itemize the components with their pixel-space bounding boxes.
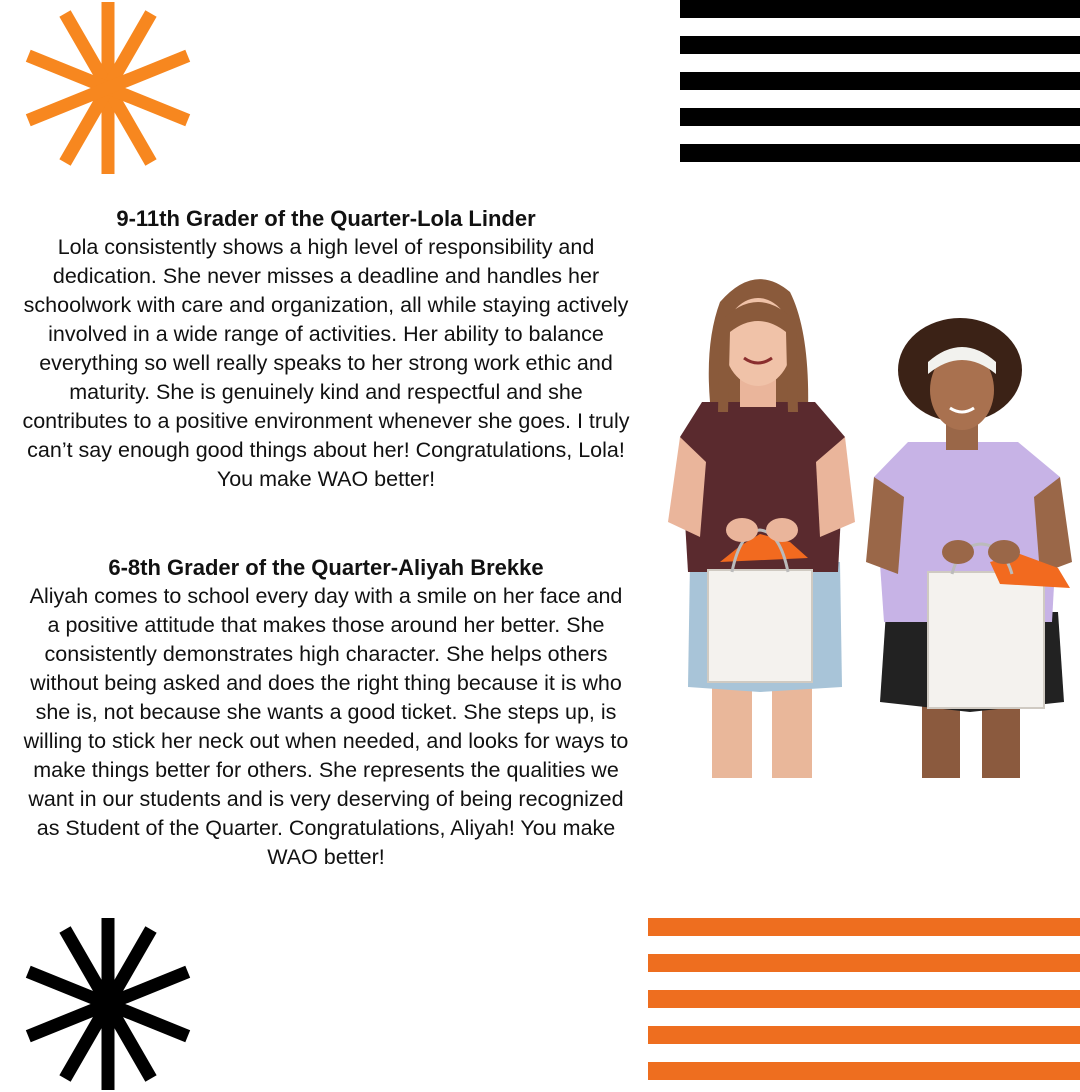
aliyah-award-body: Aliyah comes to school every day with a smile on her face and a positive attitude that makes those around her better. She consistently demonstrates high character. She helps others without being asked and does the right thing because it is who she is, not because she wants a good ticket. She steps up, is willing to stick her neck out when needed, and looks for ways to make things better for others. She represents the qualities we want in our students and is very deserving of being recognized as Student of the Quarter. Congratulations, Aliyah! You make WAO better! [23, 584, 629, 869]
black-asterisk-icon [20, 916, 196, 1092]
orange-stripes-decoration [648, 918, 1080, 1080]
lola-award-heading: 9-11th Grader of the Quarter-Lola Linder [116, 206, 536, 231]
aliyah-award-heading: 6-8th Grader of the Quarter-Aliyah Brekke [108, 555, 544, 580]
students-photo [660, 262, 1080, 778]
black-stripes-decoration [680, 0, 1080, 165]
aliyah-award-section [22, 553, 630, 872]
lola-award-section [22, 204, 630, 494]
lola-award-body: Lola consistently shows a high level of responsibility and dedication. She never misses a deadline and handles her schoolwork with care and organization, all while staying actively involved in a wide range of activities. Her ability to balance everything so well really speaks to her strong work ethic and maturity. She is genuinely kind and respectful and she contributes to a positive environment whenever she goes. I truly can’t say enough good things about her! Congratulations, Lola! You make WAO better! [22, 235, 630, 491]
orange-asterisk-icon [20, 0, 196, 176]
student-right-figure [866, 318, 1072, 778]
student-left-figure [668, 279, 855, 778]
